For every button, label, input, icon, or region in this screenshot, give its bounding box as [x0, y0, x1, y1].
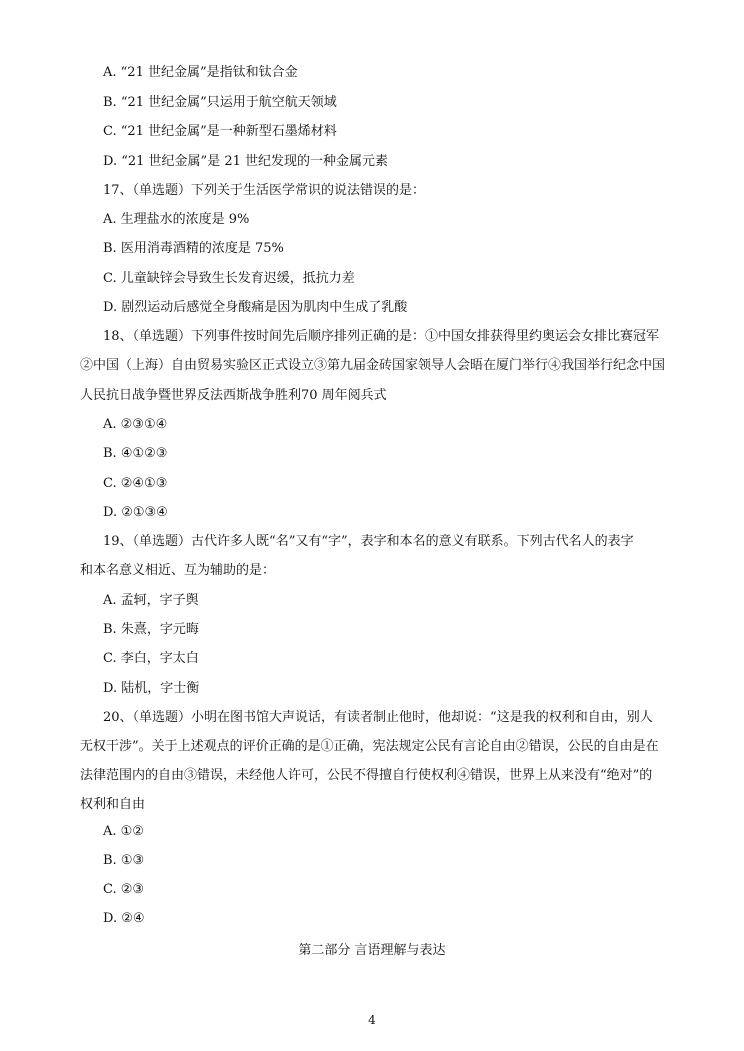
q17-option-b: B. 医用消毒酒精的浓度是 75% [103, 241, 284, 256]
q19-stem-line-1: 19、（单选题）古代许多人既“名”又有“字”，表字和本名的意义有联系。下列古代名人的表字 [103, 534, 634, 549]
q19-stem-line-2: 和本名意义相近、互为辅助的是： [80, 563, 276, 578]
q19-option-b: B. 朱熹，字元晦 [103, 622, 199, 637]
q20-stem-line-3: 法律范围内的自由③错误，未经他人许可，公民不得擅自行使权利④错误，世界上从来没有“绝对”的 [80, 768, 653, 783]
q20-option-d: D. ②④ [103, 911, 145, 926]
page-number: 4 [368, 1013, 376, 1027]
q20-stem-line-1: 20、（单选题）小明在图书馆大声说话，有读者制止他时，他却说：“这是我的权利和自由，别人 [103, 710, 653, 725]
q20-stem-line-4: 权利和自由 [80, 797, 146, 812]
q17-stem: 17、（单选题）下列关于生活医学常识的说法错误的是： [103, 183, 426, 198]
q17-option-d: D. 剧烈运动后感觉全身酸痛是因为肌肉中生成了乳酸 [103, 300, 408, 315]
q20-option-b: B. ①③ [103, 853, 145, 868]
q16-option-d: D. “21 世纪金属”是 21 世纪发现的一种金属元素 [103, 154, 388, 169]
q18-option-c: C. ②④①③ [103, 476, 168, 491]
section-title: 第二部分 言语理解与表达 [298, 943, 446, 958]
q18-option-a: A. ②③①④ [103, 417, 168, 432]
q17-option-a: A. 生理盐水的浓度是 9% [103, 212, 250, 227]
q18-option-d: D. ②①③④ [103, 505, 168, 520]
q19-option-c: C. 李白，字太白 [103, 651, 199, 666]
q19-option-d: D. 陆机，字士衡 [103, 681, 200, 696]
q17-option-c: C. 儿童缺锌会导致生长发育迟缓，抵抗力差 [103, 271, 355, 286]
q16-option-c: C. “21 世纪金属”是一种新型石墨烯材料 [103, 124, 337, 139]
q18-option-b: B. ④①②③ [103, 446, 168, 461]
q18-stem-line-3: 人民抗日战争暨世界反法西斯战争胜利70 周年阅兵式 [80, 388, 387, 403]
q20-option-c: C. ②③ [103, 882, 145, 897]
q16-option-a: A. “21 世纪金属”是指钛和钛合金 [103, 65, 298, 80]
q20-option-a: A. ①② [103, 824, 144, 839]
q18-stem-line-1: 18、（单选题）下列事件按时间先后顺序排列正确的是：①中国女排获得里约奥运会女排比赛冠军 [103, 329, 660, 344]
q19-option-a: A. 孟轲，字子舆 [103, 593, 199, 608]
q16-option-b: B. “21 世纪金属”只运用于航空航天领域 [103, 95, 337, 110]
q20-stem-line-2: 无权干涉”。关于上述观点的评价正确的是①正确，宪法规定公民有言论自由②错误，公民的自由是在 [80, 739, 659, 754]
q18-stem-line-2: ②中国（上海）自由贸易实验区正式设立③第九届金砖国家领导人会晤在厦门举行④我国举行纪念中国 [80, 358, 666, 373]
